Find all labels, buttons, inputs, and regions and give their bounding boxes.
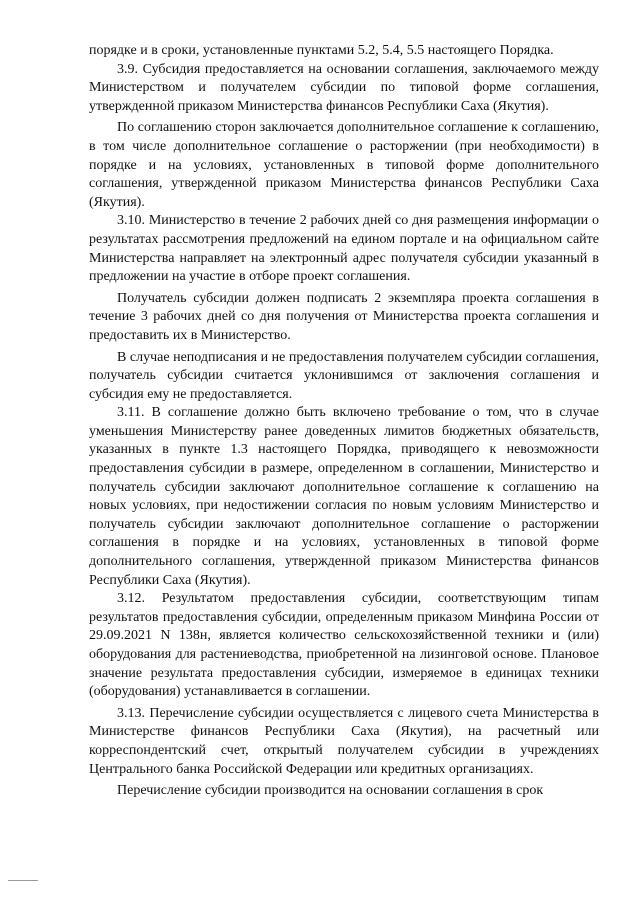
- paragraph-non-signing: В случае неподписания и не предоставления получателем субсидии соглашения, получатель субсидии считается уклонившимся от заключения соглашения и субсидия ему не предоставляется.: [89, 349, 599, 402]
- paragraph-recipient-signs: Получатель субсидии должен подписать 2 экземпляра проекта соглашения в течение 3 рабочих дней со дня получения от Министерства проекта соглашения и предоставить их в Министерство.: [89, 290, 599, 343]
- paragraph-3-9: 3.9. Субсидия предоставляется на основании соглашения, заключаемого между Министерством и получателем субсидии по типовой форме соглашения, утвержденной приказом Министерства финансов Республики Саха (Якутия).: [89, 61, 599, 114]
- document-body: [89, 42, 599, 801]
- paragraph-additional-agreement: По соглашению сторон заключается дополнительное соглашение к соглашению, в том числе дополнительное соглашение о расторжении (при необходимости) в порядке и на условиях, установленных в типовой форме дополнительного соглашения, утвержденной приказом Министерства финансов Республики Саха (Якутия).: [89, 120, 599, 210]
- paragraph-3-10: 3.10. Министерство в течение 2 рабочих дней со дня размещения информации о результатах рассмотрения предложений на едином портале и на официальном сайте Министерства направляет на электронный адрес получателя субсидии указанный в предложении на участие в отборе проект соглашения.: [89, 213, 599, 285]
- paragraph-continuation: порядке и в сроки, установленные пунктами 5.2, 5.4, 5.5 настоящего Порядка.: [89, 43, 554, 58]
- paragraph-3-13: 3.13. Перечисление субсидии осуществляется с лицевого счета Министерства в Министерстве финансов Республики Саха (Якутия), на расчетный или корреспондентский счет, открытый получателем субсидии в учреждениях Центрального банка Российской Федерации или кредитных организациях.: [89, 705, 599, 777]
- paragraph-transfer-basis: Перечисление субсидии производится на основании соглашения в срок: [117, 783, 544, 799]
- margin-mark: [8, 880, 38, 881]
- paragraph-3-12: 3.12. Результатом предоставления субсидии, соответствующим типам результатов предоставления субсидии, определенным приказом Минфина России от 29.09.2021 N 138н, является количество сельскохозяйственной техники и (или) оборудования для растениеводства, приобретенной на лизинговой основе. Плановое значение результата предоставления субсидии, измеряемое в единицах техники (оборудования) устанавливается в соглашении.: [89, 591, 599, 700]
- paragraph-3-11: 3.11. В соглашение должно быть включено требование о том, что в случае уменьшения Министерству ранее доведенных лимитов бюджетных обязательств, указанных в пункте 1.3 настоящего Порядка, приводящего к невозможности предоставления субсидии в размере, определенном в соглашении, Министерство и получатель субсидии заключают дополнительное соглашение к соглашению на новых условиях, при недостижении согласия по новым условиям Министерство и получатель субсидии заключают дополнительное соглашение о расторжении соглашения в порядке и на условиях, установленных в типовой форме дополнительного соглашения, утвержденной приказом Министерства финансов Республики Саха (Якутия).: [89, 405, 599, 588]
